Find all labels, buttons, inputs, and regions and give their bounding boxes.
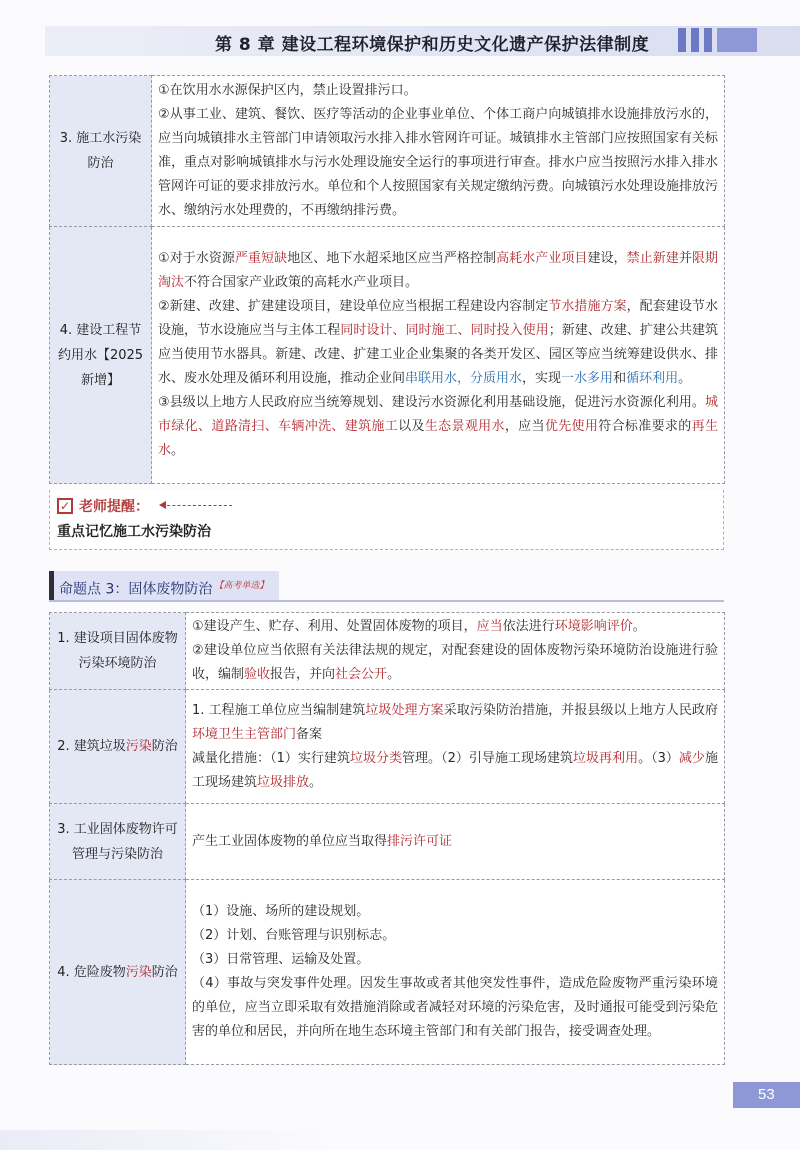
text-run: ③县级以上地方人民政府应当统筹规划、建设污水资源化利用基础设施，促进污水资源化利用。 xyxy=(158,395,705,410)
text-run: 防治 xyxy=(151,739,178,754)
header-block xyxy=(717,28,757,52)
arrow-left-icon xyxy=(162,505,232,506)
highlight-text: 污染 xyxy=(125,964,152,980)
table-row xyxy=(50,690,725,804)
highlight-text: 应当 xyxy=(476,619,503,634)
text-run: 减量化措施：（1）实行建筑 xyxy=(192,750,350,766)
text-run: 3. 工业固体废物许可管理与污染防治 xyxy=(57,821,178,862)
paragraph xyxy=(158,247,718,295)
row-label-hazardous-waste xyxy=(50,880,186,1065)
highlight-text: 同时设计、同时施工、同时投入使用 xyxy=(340,323,549,338)
teacher-note-text: 重点记忆施工水污染防治 xyxy=(57,524,211,540)
teacher-note-box xyxy=(49,490,724,550)
text-run: 管理。（2）引导施工现场建筑 xyxy=(402,750,574,766)
row-label-industrial-solid-waste xyxy=(50,804,186,880)
row-label-project-solid-waste xyxy=(50,613,186,690)
text-run: （4）事故与突发事件处理。因发生事故或者其他突发性事件，造成危险废物严重污染环境的单位，应当立即采取有效措施消除或者减轻对环境的污染危害，及时通报可能受到污染危害的单位和居民，并向所在地生态环境主管部门和有关部门报告，接受调查处理。 xyxy=(192,976,718,1039)
text-run: 并 xyxy=(678,251,692,266)
text-run: ；新建、改建、扩建公共建筑应当使用节水器具。新建、改建、扩建工业企业集聚的各类开发区、园区等应当统筹建设供水、排水、废水处理及循环利用设施，推动企业间 xyxy=(158,323,718,386)
row-content xyxy=(152,227,725,484)
text-run: ②新建、改建、扩建建设项目，建设单位应当根据工程建设内容制定 xyxy=(158,299,549,314)
header-decoration xyxy=(678,28,757,52)
text-run: 备案 xyxy=(296,726,323,742)
paragraph xyxy=(192,699,718,747)
text-run: 1. 工程施工单位应当编制建筑 xyxy=(192,702,366,718)
text-run: ①在饮用水水源保护区内，禁止设置排污口。 xyxy=(158,83,417,98)
text-run: 。 xyxy=(632,619,646,634)
table-row xyxy=(50,880,725,1065)
paragraph xyxy=(192,830,718,854)
table-row xyxy=(50,76,725,227)
paragraph xyxy=(192,639,718,687)
water-pollution-table xyxy=(49,75,725,484)
highlight-text: 验收 xyxy=(244,667,271,682)
checkbox-icon: ✓ xyxy=(57,498,73,514)
page-number: 53 xyxy=(733,1082,800,1108)
paragraph xyxy=(192,948,718,972)
text-run: 地区、地下水超采地区应当严格控制 xyxy=(287,251,497,266)
text-run: 4. 危险废物 xyxy=(57,964,126,980)
topic-heading xyxy=(49,568,724,601)
topic-tag: 【高考单选】 xyxy=(214,581,269,591)
text-run: 2. 建筑垃圾 xyxy=(57,739,126,754)
highlight-text: 高耗水产业项目 xyxy=(496,251,588,266)
header-block xyxy=(704,28,712,52)
highlight-text: 生态景观用水 xyxy=(424,419,505,434)
highlight-text: 垃圾分类 xyxy=(349,750,403,766)
footer-decoration xyxy=(0,1130,330,1150)
text-run: ①对于水资源 xyxy=(158,251,235,266)
row-content xyxy=(152,76,725,227)
text-run: 依法进行 xyxy=(502,619,555,634)
row-label-water-saving: 4. 建设工程节约用水【2025 新增】 xyxy=(50,227,152,484)
text-run: 不符合国家产业政策的高耗水产业项目。 xyxy=(184,275,419,290)
text-run: 。 xyxy=(387,667,401,682)
row-content xyxy=(186,613,725,690)
highlight-text: 排污许可证 xyxy=(387,833,453,849)
highlight-text: 垃圾排放 xyxy=(257,774,310,790)
highlight-text: 限期淘汰 xyxy=(158,251,718,290)
row-label-construction-waste xyxy=(50,690,186,804)
text-run: ①建设产生、贮存、利用、处置固体废物的项目， xyxy=(192,619,477,634)
row-label-construction-water: 3. 施工水污染防治 xyxy=(50,76,152,227)
text-run: 产生工业固体废物的单位应当取得 xyxy=(192,833,388,849)
topic-label xyxy=(49,571,279,601)
highlight-text: 串联用水，分质用水 xyxy=(405,371,523,386)
table-row xyxy=(50,804,725,880)
row-content xyxy=(186,690,725,804)
topic-underline xyxy=(49,600,724,602)
teacher-note-title: 老师提醒： xyxy=(79,499,149,515)
text-run: ，应当 xyxy=(504,419,545,434)
highlight-text: 环境影响评价 xyxy=(554,619,633,634)
highlight-text: 城市绿化、道路清扫、车辆冲洗、建筑施工 xyxy=(158,395,718,434)
text-run: 防治 xyxy=(151,964,178,980)
text-run: 采取污染防治措施，并报县级以上地方人民政府 xyxy=(443,702,718,718)
text-run: 和 xyxy=(613,371,627,386)
highlight-text: 再生水 xyxy=(158,419,718,458)
highlight-text: 环境卫生主管部门 xyxy=(192,726,297,742)
text-run: ，配套建设节水设施，节水设施应当与主体工程 xyxy=(158,299,718,338)
paragraph xyxy=(158,103,718,223)
paragraph xyxy=(192,615,718,639)
highlight-text: 减少 xyxy=(678,750,705,766)
text-run: ，实现 xyxy=(522,371,562,386)
row-content xyxy=(186,804,725,880)
text-run: 。（3） xyxy=(638,750,679,766)
highlight-text: 优先使用 xyxy=(544,419,599,434)
teacher-note-header xyxy=(57,496,149,516)
text-run: 建设， xyxy=(587,251,627,266)
highlight-text: 节水措施方案 xyxy=(548,299,627,314)
text-run: 符合标准要求的 xyxy=(598,419,692,434)
paragraph xyxy=(192,972,718,1044)
text-run: （1）设施、场所的建设规划。 xyxy=(192,904,370,919)
table-row xyxy=(50,613,725,690)
highlight-text: 社会公开 xyxy=(335,667,388,682)
text-run: ②从事工业、建筑、餐饮、医疗等活动的企业事业单位、个体工商户向城镇排水设施排放污水的，应当向城镇排水主管部门申请领取污水排入排水管网许可证。城镇排水主管部门应按照国家有关标准，重点对影响城镇排水与污水处理设施安全运行的事项进行审查。排水户应当按照污水排入排水管网许可证的要求排放污水。单位和个人按照国家有关规定缴纳污费。向城镇污水处理设施排放污水、缴纳污水处理费的，不再缴纳排污费。 xyxy=(158,107,718,218)
solid-waste-table xyxy=(49,612,725,1065)
text-run: （3）日常管理、运输及处置。 xyxy=(192,952,370,967)
text-run: ②建设单位应当依照有关法律法规的规定，对配套建设的固体废物污染环境防治设施进行验收，编制 xyxy=(192,643,718,682)
highlight-text: 一水多用 xyxy=(561,371,614,386)
text-run: 1. 建设项目固体废物污染环境防治 xyxy=(57,631,178,671)
highlight-text: 垃圾再利用 xyxy=(573,750,639,766)
table-row xyxy=(50,227,725,484)
highlight-text: 循环利用 xyxy=(626,371,679,386)
paragraph xyxy=(192,900,718,924)
chapter-title: 第 8 章 建设工程环境保护和历史文化遗产保护法律制度 xyxy=(215,35,650,55)
text-run: 以及 xyxy=(398,419,425,434)
text-run: 施工现场建筑 xyxy=(192,750,718,790)
paragraph xyxy=(192,747,718,795)
text-run: （2）计划、台账管理与识别标志。 xyxy=(192,928,396,943)
highlight-text: 禁止新建 xyxy=(626,251,679,266)
row-content xyxy=(186,880,725,1065)
header-block xyxy=(691,28,699,52)
text-run: 。 xyxy=(678,371,692,386)
text-run: 。 xyxy=(309,774,323,790)
paragraph xyxy=(158,391,718,463)
paragraph xyxy=(158,79,718,103)
topic-label-text: 命题点 3：固体废物防治 xyxy=(59,581,213,598)
text-run: 报告，并向 xyxy=(270,667,336,682)
highlight-text: 严重短缺 xyxy=(234,251,288,266)
text-run: 。 xyxy=(171,443,185,458)
highlight-text: 污染 xyxy=(125,739,152,754)
paragraph xyxy=(158,295,718,391)
topic-bar xyxy=(49,571,54,601)
highlight-text: 垃圾处理方案 xyxy=(365,702,444,718)
paragraph xyxy=(192,924,718,948)
header-block xyxy=(678,28,686,52)
